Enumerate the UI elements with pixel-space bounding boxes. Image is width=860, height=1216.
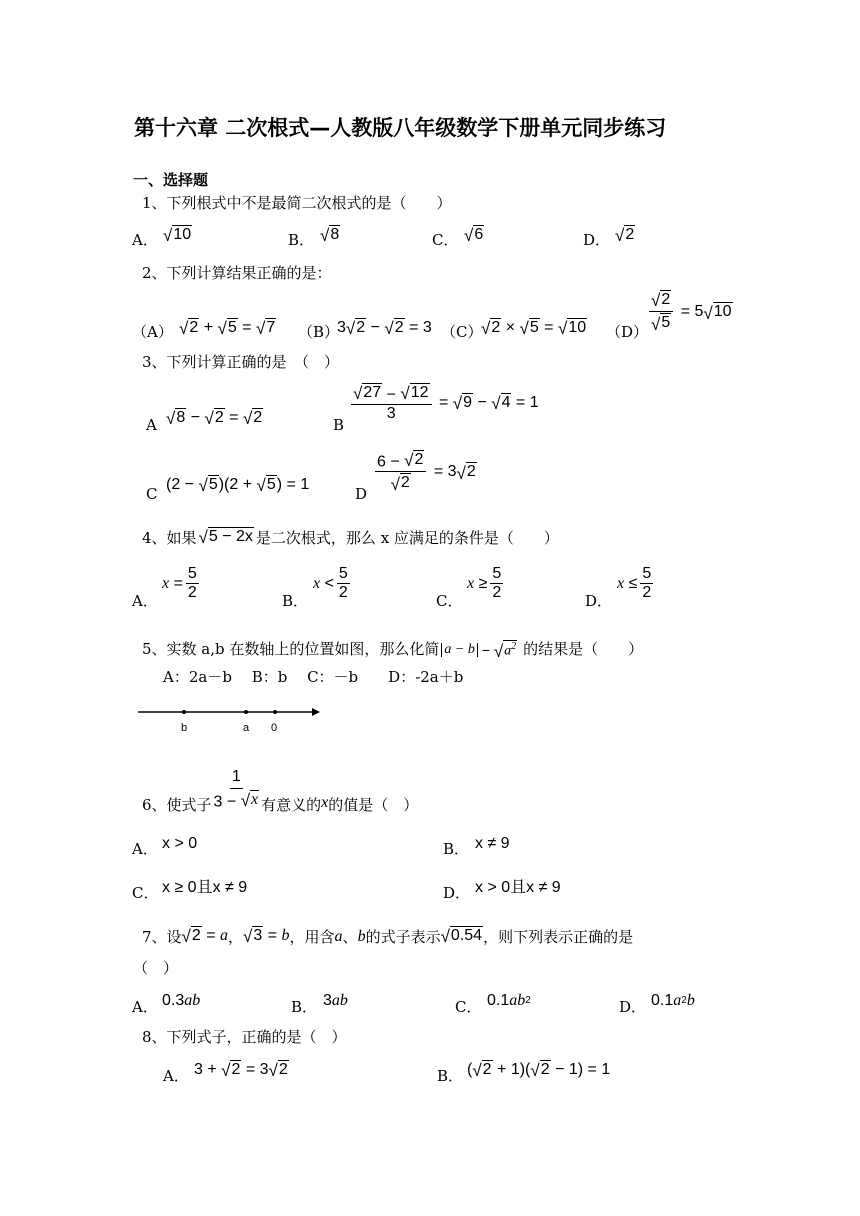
number-line-arrow [312,708,320,716]
q2-option-b-label: （B） [298,323,340,341]
q8-option-a-expr: 3 + √ 2 = 3 √ 2 [194,1060,288,1081]
q1-option-a-label: A． [132,231,158,249]
q1-option-d-expr: √ 2 [615,226,635,246]
q7-option-b-expr: 3 ab [323,992,348,1009]
q8-option-a-label: A． [163,1067,189,1085]
q1-option-d-label: D． [583,231,611,249]
q7-option-c-expr: 0.1 ab 2 [487,992,531,1009]
point-zero [273,710,277,714]
q4-option-d-label: D． [585,592,613,610]
q3-option-b-expr: √ 27 − √ 12 3 = √ 9 − √ 4 = 1 [353,384,539,423]
section-heading: 一、选择题 [133,171,209,189]
q7-option-a-label: A． [132,998,158,1016]
question-8-stem: 8、下列式子，正确的是（ ） [142,1028,347,1046]
q2-option-d-expr: √ 2 √ 5 = 5 √ 10 [651,291,732,334]
q8-option-b-label: B． [437,1067,464,1085]
question-6-stem: 6、使式子 1 3 − √ x 有意义的 x 的值是（ ） [142,767,419,814]
q2-option-a-expr: √ 2 + √ 5 = √ 7 [179,318,276,339]
q6-option-a-expr: x > 0 [162,835,198,852]
q4-option-a-expr: x = $\frac{5}{2}$ [162,565,197,601]
q3-option-d-expr: 6 − √ 2 √ 2 = 3 √ 2 [377,451,476,494]
q1-option-b-label: B． [288,231,315,249]
q3-option-c-label: C [146,485,158,503]
question-7-stem-line2: （ ） [133,959,179,977]
question-3-stem: 3、下列计算正确的是 （ ） [142,353,340,371]
q4-option-a-label: A． [132,592,158,610]
question-5-options: A：2a－b B：b C：－b D：-2a＋b [163,668,464,686]
question-1-stem: 1、下列根式中不是最简二次根式的是（ ） [142,194,452,212]
q2-option-c-expr: √ 2 × √ 5 = √ 10 [481,318,587,339]
q3-option-a-expr: √ 8 − √ 2 = √ 2 [166,408,263,429]
q4-option-b-label: B． [282,592,309,610]
point-b [182,710,186,714]
q3-option-b-label: B [333,416,345,434]
question-2-stem: 2、下列计算结果正确的是： [142,264,332,282]
q2-option-a-label: （A） [132,323,173,341]
q6-option-b-label: B． [443,840,470,858]
q6-option-a-label: A． [132,840,158,858]
q7-option-d-label: D． [619,998,647,1016]
q4-option-d-expr: x ≤ $\frac{5}{2}$ [617,565,652,601]
q6-option-b-expr: x ≠ 9 [475,835,510,852]
q7-option-b-label: B． [291,998,318,1016]
label-b: b [181,722,188,734]
q7-option-a-expr: 0.3 ab [162,992,201,1009]
q2-option-b-expr: 3 √ 2 − √ 2 = 3 [337,318,432,339]
q3-option-c-expr: (2 − √ 5 )(2 + √ 5 ) = 1 [166,475,310,496]
q6-option-d-label: D． [443,884,471,902]
q2-option-d-label: （D） [606,323,649,341]
question-5-stem: 5、实数 a,b 在数轴上的位置如图，那么化简 a − b − √ $a^2$ 的结果是（ ） [142,640,644,661]
q7-option-c-label: C． [455,998,482,1016]
q7-option-d-expr: 0.1 a 2 b [651,992,695,1009]
q8-option-b-expr: ( √ 2 + 1)( √ 2 − 1) = 1 [467,1060,611,1081]
q6-option-c-label: C． [132,884,159,902]
number-line-figure [136,702,326,738]
q6-option-c-expr: x ≥ 0且x ≠ 9 [162,879,248,896]
q1-option-b-expr: √ 8 [320,226,340,246]
question-4-stem: 4、如果 √ 5 − 2x 是二次根式，那么 x 应满足的条件是（ ） [142,528,559,548]
q1-option-c-label: C． [432,231,459,249]
q4-option-b-expr: x < $\frac{5}{2}$ [313,565,348,601]
q4-option-c-label: C． [436,592,463,610]
q6-option-d-expr: x > 0且x ≠ 9 [475,879,561,896]
q3-option-a-label: A [146,416,157,434]
page-title: 第十六章 二次根式—人教版八年级数学下册单元同步练习 [134,116,667,140]
q3-option-d-label: D [355,485,368,503]
q1-option-a-expr: √ 10 [163,226,192,246]
label-zero: 0 [271,722,278,734]
point-a [244,710,248,714]
q2-option-c-label: （C） [441,323,483,341]
label-a: a [243,722,250,734]
question-7-stem: 7、设 √ 2 = a ， √ 3 = b ，用含 a 、 b 的式子表示 √ 0.54 ，则下列表示正确的是 [142,926,634,947]
q4-option-c-expr: x ≥ $\frac{5}{2}$ [467,565,502,601]
q1-option-c-expr: √ 6 [464,226,484,246]
